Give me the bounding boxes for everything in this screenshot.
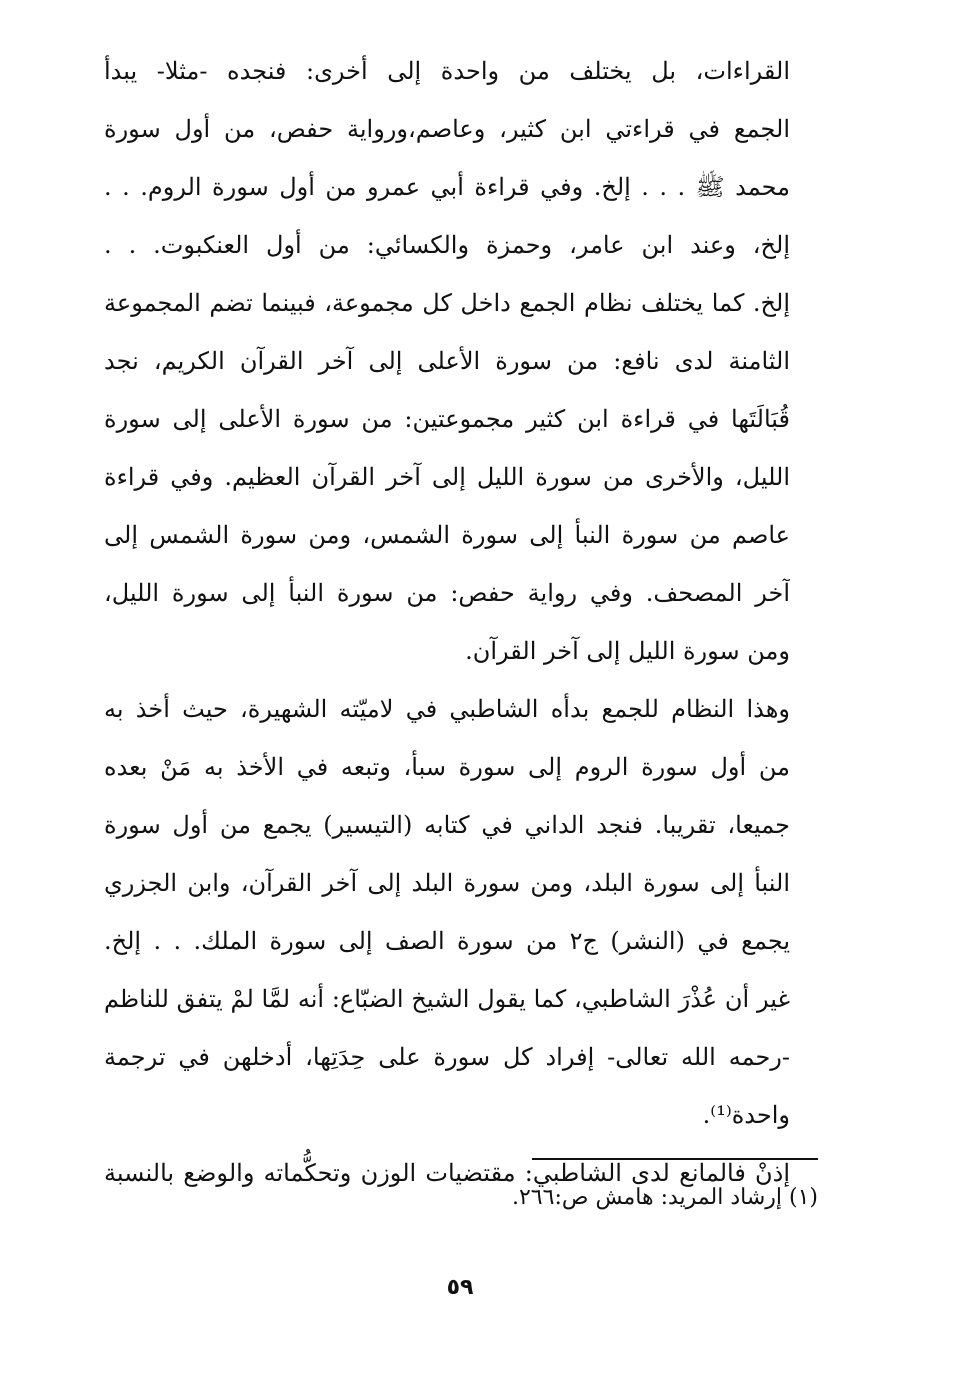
footnote-divider — [532, 1158, 818, 1160]
text-line: إلخ، وعند ابن عامر، وحمزة والكسائي: من أول العنكبوت. . . — [104, 231, 790, 259]
text-line: يجمع في (النشر) ج٢ من سورة الصف إلى سورة الملك. . . إلخ. — [104, 927, 790, 955]
text-line: الجمع في قراءتي ابن كثير، وعاصم،ورواية حفص، من أول سورة — [104, 115, 790, 143]
text-line: إذنْ فالمانع لدى الشاطبي: مقتضيات الوزن وتحكُّماته والوضع بالنسبة — [104, 1159, 790, 1187]
text-line: إلخ. كما يختلف نظام الجمع داخل كل مجموعة، فبينما تضم المجموعة — [104, 289, 790, 317]
text-line: قُبَالَتَها في قراءة ابن كثير مجموعتين: من سورة الأعلى إلى سورة — [104, 405, 790, 433]
text-line: من أول سورة الروم إلى سورة سبأ، وتبعه في الأخذ به مَنْ بعده — [104, 753, 790, 781]
footnote: (١) إرشاد المريد: هامش ص:٢٦٦. — [511, 1185, 818, 1210]
text-line: محمد ﷺ . . . إلخ. وفي قراءة أبي عمرو من أول سورة الروم. . . — [104, 173, 790, 201]
text-line: وهذا النظام للجمع بدأه الشاطبي في لاميّته الشهيرة، حيث أخذ به — [104, 695, 790, 723]
text-line: الثامنة لدى نافع: من سورة الأعلى إلى آخر القرآن الكريم، نجد — [104, 347, 790, 375]
text-line: -رحمه الله تعالى- إفراد كل سورة على حِدَتِها، أدخلهن في ترجمة — [104, 1043, 790, 1071]
text-line: النبأ إلى سورة البلد، ومن سورة البلد إلى آخر القرآن، وابن الجزري — [104, 869, 790, 897]
text-line: واحدة⁽¹⁾. — [702, 1101, 790, 1129]
page-number: ٥٩ — [446, 1275, 474, 1300]
text-line: عاصم من سورة النبأ إلى سورة الشمس، ومن سورة الشمس إلى — [104, 521, 790, 549]
text-line: غير أن عُذْرَ الشاطبي، كما يقول الشيخ الضبّاع: أنه لمَّا لمْ يتفق للناظم — [104, 985, 790, 1013]
text-line: الليل، والأخرى من سورة الليل إلى آخر القرآن العظيم. وفي قراءة — [104, 463, 790, 491]
text-line: ومن سورة الليل إلى آخر القرآن. — [465, 637, 790, 665]
text-line: جميعا، تقريبا. فنجد الداني في كتابه (التيسير) يجمع من أول سورة — [104, 811, 790, 839]
text-line: القراءات، بل يختلف من واحدة إلى أخرى: فنجده -مثلا- يبدأ — [104, 57, 790, 85]
body-text — [104, 42, 790, 1202]
text-line: آخر المصحف. وفي رواية حفص: من سورة النبأ إلى سورة الليل، — [104, 579, 790, 607]
